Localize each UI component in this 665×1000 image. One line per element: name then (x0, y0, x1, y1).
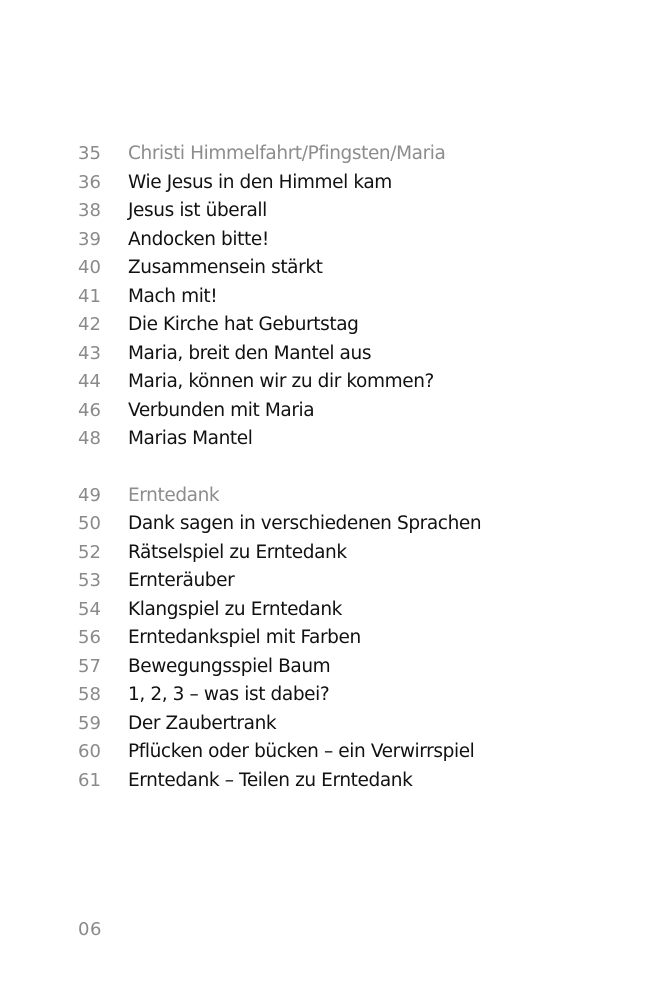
entry-title: Maria, breit den Mantel aus (128, 342, 372, 364)
page-ref: 44 (78, 371, 101, 392)
section-title: Christi Himmelfahrt/Pfingsten/Maria (128, 143, 446, 164)
page-number: 06 (78, 919, 102, 940)
page-ref: 38 (78, 200, 101, 221)
page-ref: 42 (78, 314, 101, 335)
page-ref: 36 (78, 171, 101, 193)
entry-title: Rätselspiel zu Erntedank (128, 541, 347, 563)
page-ref: 48 (78, 428, 101, 449)
section-title: Erntedank (128, 484, 220, 506)
toc-entry (78, 425, 638, 454)
entry-title: Verbunden mit Maria (128, 399, 315, 421)
toc-entry (78, 368, 638, 397)
toc-entry (78, 767, 638, 796)
entry-title: Wie Jesus in den Himmel kam (128, 171, 392, 193)
page-ref: 43 (78, 342, 101, 364)
toc-entry (78, 596, 638, 625)
toc-entry (78, 539, 638, 568)
toc-section-himmelfahrt (78, 140, 638, 454)
page-ref: 60 (78, 741, 101, 762)
page-ref: 35 (78, 143, 101, 164)
section-heading (78, 140, 638, 169)
page-ref: 56 (78, 627, 101, 648)
page-ref: 59 (78, 712, 101, 734)
page-ref: 40 (78, 257, 101, 278)
entry-title: Maria, können wir zu dir kommen? (128, 371, 434, 392)
page-ref: 58 (78, 684, 101, 705)
section-heading (78, 482, 638, 511)
toc-entry (78, 197, 638, 226)
entry-title: Erntedank – Teilen zu Erntedank (128, 769, 413, 791)
entry-title: Erntedankspiel mit Farben (128, 627, 361, 648)
entry-title: Bewegungsspiel Baum (128, 655, 331, 677)
page-ref: 46 (78, 399, 101, 421)
toc-entry (78, 567, 638, 596)
toc-entry (78, 510, 638, 539)
table-of-contents (78, 140, 638, 795)
entry-title: Mach mit! (128, 285, 218, 307)
entry-title: 1, 2, 3 – was ist dabei? (128, 684, 330, 705)
entry-title: Klangspiel zu Erntedank (128, 598, 342, 620)
toc-entry (78, 226, 638, 255)
toc-entry (78, 681, 638, 710)
entry-title: Jesus ist überall (128, 200, 267, 221)
page-ref: 50 (78, 513, 101, 534)
page-ref: 57 (78, 655, 101, 677)
toc-entry (78, 311, 638, 340)
toc-section-erntedank (78, 482, 638, 796)
entry-title: Marias Mantel (128, 428, 253, 449)
page-ref: 54 (78, 598, 101, 620)
page-ref: 61 (78, 769, 101, 791)
toc-entry (78, 397, 638, 426)
page-ref: 49 (78, 484, 101, 506)
toc-entry (78, 738, 638, 767)
entry-title: Pflücken oder bücken – ein Verwirrspiel (128, 741, 475, 762)
toc-entry (78, 169, 638, 198)
entry-title: Ernteräuber (128, 570, 235, 591)
toc-entry (78, 340, 638, 369)
entry-title: Andocken bitte! (128, 228, 269, 250)
toc-entry (78, 710, 638, 739)
page-ref: 52 (78, 541, 101, 563)
toc-entry (78, 254, 638, 283)
entry-title: Der Zaubertrank (128, 712, 277, 734)
section-spacer (78, 454, 638, 482)
page-ref: 39 (78, 228, 101, 250)
page-ref: 41 (78, 285, 101, 307)
toc-entry (78, 283, 638, 312)
toc-entry (78, 653, 638, 682)
entry-title: Die Kirche hat Geburtstag (128, 314, 359, 335)
entry-title: Zusammensein stärkt (128, 257, 323, 278)
entry-title: Dank sagen in verschiedenen Sprachen (128, 513, 482, 534)
page-ref: 53 (78, 570, 101, 591)
toc-entry (78, 624, 638, 653)
